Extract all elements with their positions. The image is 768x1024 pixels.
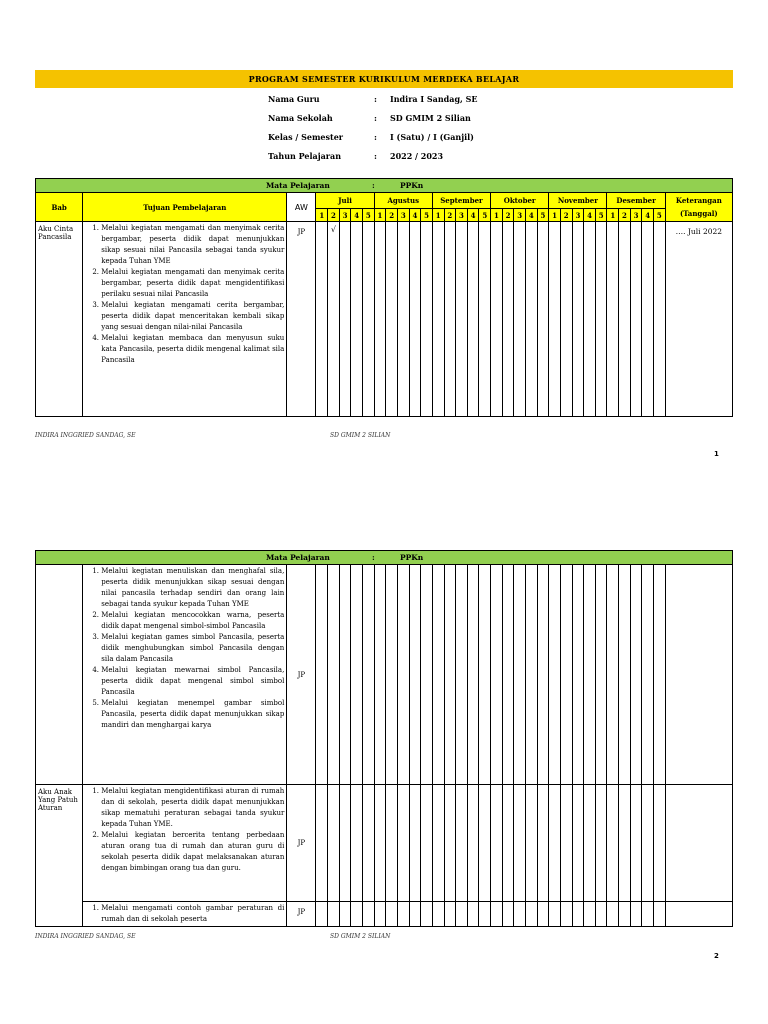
month-oktober: Oktober xyxy=(491,193,549,209)
week-number: 1 xyxy=(491,209,503,222)
week-number: 2 xyxy=(560,209,572,222)
header-tujuan: Tujuan Pembelajaran xyxy=(83,193,287,222)
header-bab: Bab xyxy=(36,193,83,222)
schedule-table xyxy=(35,550,733,927)
month-header-row xyxy=(36,193,733,209)
table-row xyxy=(36,565,733,785)
week-number: 3 xyxy=(514,209,526,222)
week-number: 3 xyxy=(397,209,409,222)
week-number: 5 xyxy=(363,209,375,222)
tujuan-item: 1. Melalui kegiatan mengidentifikasi aturan di rumah dan di sekolah, peserta didik dapat menunjukkan sikap mematuhi peraturan sebagai tanda syukur kepada Tuhan YME. xyxy=(101,786,284,830)
bab-cell: Aku Cinta Pancasila xyxy=(36,222,83,417)
week-number: 4 xyxy=(642,209,654,222)
week-number: 3 xyxy=(456,209,468,222)
tujuan-item: 1. Melalui kegiatan menuliskan dan menghafal sila, peserta didik menunjukkan sikap sesuai dengan nilai pancasila terhadap sendiri dan orang lain sebagai tanda syukur kepada Tuhan YME xyxy=(101,566,284,610)
bab-cell xyxy=(36,565,83,785)
aw-cell: JP xyxy=(287,902,316,927)
week-number: 1 xyxy=(607,209,619,222)
page-title: PROGRAM SEMESTER KURIKULUM MERDEKA BELAJAR xyxy=(35,70,733,88)
week-number: 2 xyxy=(502,209,514,222)
tujuan-item: 5. Melalui kegiatan menempel gambar simbol Pancasila, peserta didik dapat menunjukkan sikap mandiri dan menghargai karya xyxy=(101,698,284,731)
week-number: 2 xyxy=(619,209,631,222)
page-number: 2 xyxy=(714,952,719,960)
table-row xyxy=(36,785,733,902)
week-number: 1 xyxy=(549,209,561,222)
week-number: 5 xyxy=(595,209,607,222)
aw-cell: JP xyxy=(287,785,316,902)
check-mark: √ xyxy=(328,222,340,417)
month-desember: Desember xyxy=(607,193,665,209)
tujuan-item: 1. Melalui mengamati contoh gambar peraturan di rumah dan di sekolah peserta xyxy=(101,903,284,925)
aw-cell: JP xyxy=(287,222,316,417)
tujuan-item: 2. Melalui kegiatan mencocokkan warna, peserta didik dapat mengenal simbol-simbol Pancasila xyxy=(101,610,284,632)
tujuan-cell xyxy=(83,902,287,927)
tujuan-cell xyxy=(83,222,287,417)
header-keterangan: Keterangan (Tanggal) xyxy=(665,193,732,222)
info-value: 2022 / 2023 xyxy=(390,150,444,161)
subject-row: Mata Pelajaran : PPKn xyxy=(36,551,733,565)
tujuan-item: 2. Melalui kegiatan mengamati dan menyimak cerita bergambar, peserta didik dapat mengidentifikasi perilaku sesuai nilai Pancasila xyxy=(101,267,284,300)
week-number: 3 xyxy=(339,209,351,222)
week-number: 3 xyxy=(572,209,584,222)
info-row: Nama Guru : Indira I Sandag, SE xyxy=(268,93,478,104)
subject-row: Mata Pelajaran : PPKn xyxy=(36,179,733,193)
page-number: 1 xyxy=(714,450,719,458)
week-number: 3 xyxy=(630,209,642,222)
week-number: 4 xyxy=(409,209,421,222)
subject-label: Mata Pelajaran xyxy=(266,181,330,190)
subject-value: PPKn xyxy=(400,181,424,190)
week-number: 5 xyxy=(654,209,666,222)
tujuan-item: 1. Melalui kegiatan mengamati dan menyimak cerita bergambar, peserta didik dapat menunjukkan sikap sesuai nilai Pancasila sebagai tanda syukur kepada Tuhan YME xyxy=(101,223,284,267)
info-value: Indira I Sandag, SE xyxy=(390,93,478,104)
week-number: 4 xyxy=(351,209,363,222)
week-number: 4 xyxy=(467,209,479,222)
keterangan-cell: …. Juli 2022 xyxy=(665,222,732,417)
month-agustus: Agustus xyxy=(374,193,432,209)
schedule-table xyxy=(35,178,733,417)
week-number: 1 xyxy=(316,209,328,222)
subject-value: PPKn xyxy=(400,553,424,562)
info-row: Nama Sekolah : SD GMIM 2 Silian xyxy=(268,112,471,123)
table-row xyxy=(36,222,733,417)
info-row: Tahun Pelajaran : 2022 / 2023 xyxy=(268,150,444,161)
week-number: 2 xyxy=(328,209,340,222)
footer-author: INDIRA INGGRIED SANDAG, SE xyxy=(35,432,136,439)
header-aw: AW xyxy=(287,193,316,222)
week-number: 5 xyxy=(537,209,549,222)
tujuan-item: 2. Melalui kegiatan bercerita tentang perbedaan aturan orang tua di rumah dan aturan guru di sekolah peserta didik dapat melaksanakan aturan dengan bimbingan orang tua dan guru. xyxy=(101,830,284,874)
subject-label: Mata Pelajaran xyxy=(266,553,330,562)
info-value: I (Satu) / I (Ganjil) xyxy=(390,131,474,142)
footer-school: SD GMIM 2 SILIAN xyxy=(330,432,391,439)
tujuan-item: 3. Melalui kegiatan mengamati cerita bergambar, peserta didik dapat menceritakan kembali sikap yang sesuai dengan nilai-nilai Pancasila xyxy=(101,300,284,333)
tujuan-item: 4. Melalui kegiatan membaca dan menyusun suku kata Pancasila, peserta didik mengenal kalimat sila Pancasila xyxy=(101,333,284,366)
info-value: SD GMIM 2 Silian xyxy=(390,112,471,123)
tujuan-item: 4. Melalui kegiatan mewarnai simbol Pancasila, peserta didik dapat mengenal simbol simbol Pancasila xyxy=(101,665,284,698)
page-2 xyxy=(0,512,768,1024)
week-number: 2 xyxy=(386,209,398,222)
week-number: 2 xyxy=(444,209,456,222)
tujuan-item: 3. Melalui kegiatan games simbol Pancasila, peserta didik menghubungkan simbol Pancasila dengan sila dalam Pancasila xyxy=(101,632,284,665)
week-number: 1 xyxy=(432,209,444,222)
week-number: 5 xyxy=(421,209,433,222)
week-number: 5 xyxy=(479,209,491,222)
aw-cell: JP xyxy=(287,565,316,785)
week-number: 4 xyxy=(526,209,538,222)
month-juli: Juli xyxy=(316,193,374,209)
info-row: Kelas / Semester : I (Satu) / I (Ganjil) xyxy=(268,131,474,142)
week-number: 1 xyxy=(374,209,386,222)
footer-author: INDIRA INGGRIED SANDAG, SE xyxy=(35,933,136,940)
month-september: September xyxy=(432,193,490,209)
table-row xyxy=(36,902,733,927)
tujuan-cell xyxy=(83,565,287,785)
bab-cell: Aku Anak Yang Patuh Aturan xyxy=(36,785,83,927)
teacher-info xyxy=(268,89,478,165)
month-november: November xyxy=(549,193,607,209)
footer-school: SD GMIM 2 SILIAN xyxy=(330,933,391,940)
tujuan-cell xyxy=(83,785,287,902)
week-number: 4 xyxy=(584,209,596,222)
